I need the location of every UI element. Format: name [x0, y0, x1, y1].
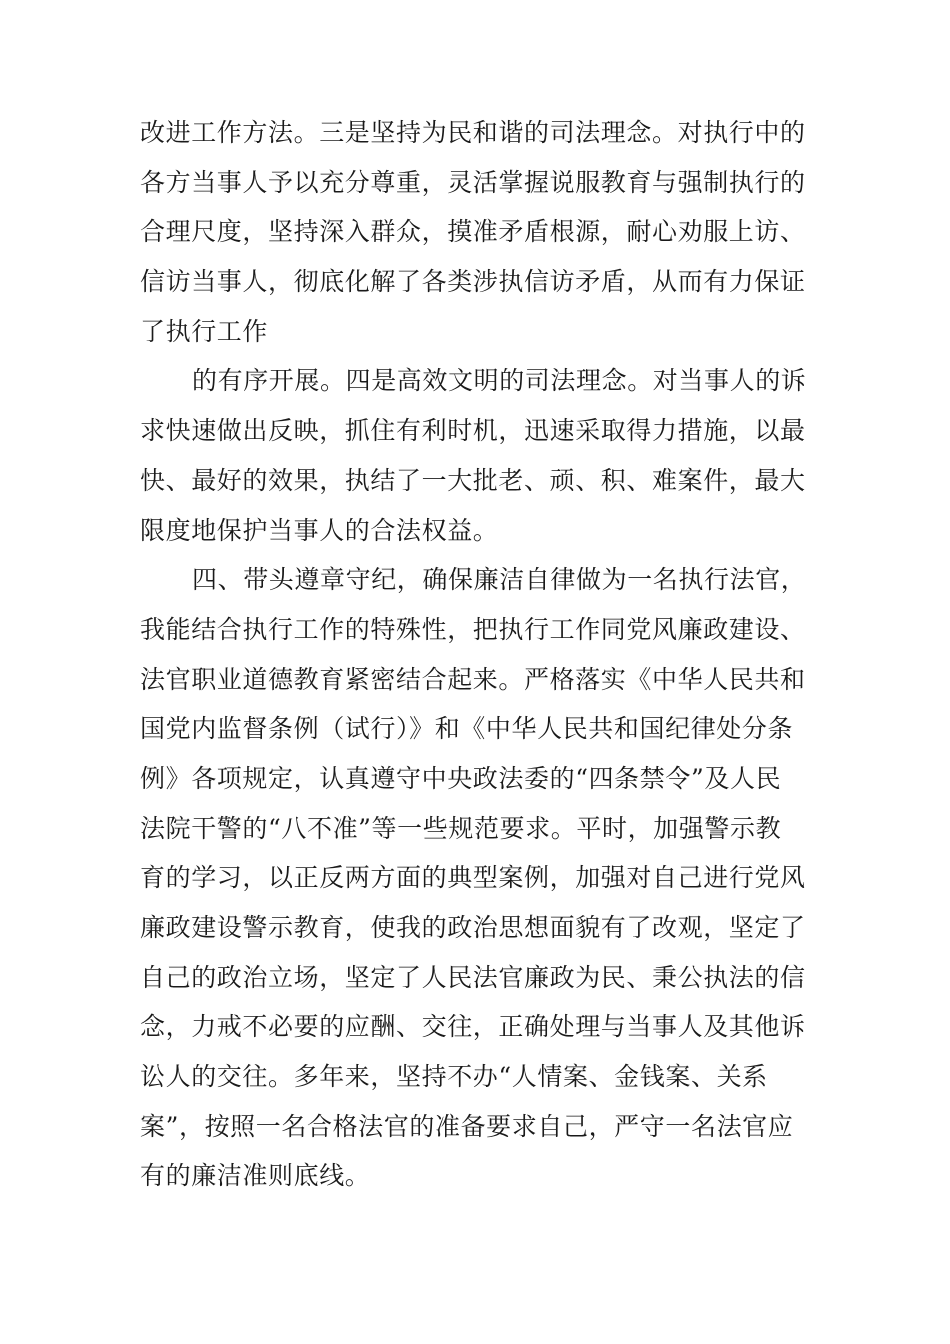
text-line: 法官职业道德教育紧密结合起来。严格落实《中华人民共和: [140, 664, 806, 694]
text-line: 信访当事人，彻底化解了各类涉执信访矛盾，从而有力保证: [140, 267, 806, 297]
text-line: 限度地保护当事人的合法权益。: [140, 515, 499, 545]
text-line: 有的廉洁准则底线。: [140, 1161, 371, 1191]
text-line: 法院干警的“八不准”等一些规范要求。平时，加强警示教: [140, 813, 782, 843]
text-line: 各方当事人予以充分尊重，灵活掌握说服教育与强制执行的: [140, 167, 806, 197]
text-line: 了执行工作: [140, 316, 269, 346]
text-line: 案”，按照一名合格法官的准备要求自己，严守一名法官应: [140, 1111, 794, 1141]
text-line: 快、最好的效果，执结了一大批老、顽、积、难案件，最大: [140, 465, 806, 495]
text-line: 育的学习，以正反两方面的典型案例，加强对自己进行党风: [140, 863, 806, 893]
text-line: 讼人的交往。多年来，坚持不办“人情案、金钱案、关系: [140, 1062, 768, 1092]
text-line: 求快速做出反映，抓住有利时机，迅速采取得力措施，以最: [140, 416, 806, 446]
body-text: [140, 108, 830, 1201]
text-line: 念，力戒不必要的应酬、交往，正确处理与当事人及其他诉: [140, 1012, 806, 1042]
text-line: 我能结合执行工作的特殊性，把执行工作同党风廉政建设、: [140, 614, 806, 644]
text-line: 国党内监督条例（试行）》和《中华人民共和国纪律处分条: [140, 714, 794, 744]
text-line: 自己的政治立场，坚定了人民法官廉政为民、秉公执法的信: [140, 962, 806, 992]
text-line: 四、带头遵章守纪，确保廉洁自律做为一名执行法官，: [192, 565, 807, 595]
text-line: 改进工作方法。三是坚持为民和谐的司法理念。对执行中的: [140, 118, 806, 147]
text-line: 合理尺度，坚持深入群众，摸准矛盾根源，耐心劝服上访、: [140, 217, 806, 247]
text-line: 的有序开展。四是高效文明的司法理念。对当事人的诉: [192, 366, 807, 396]
text-line: 例》各项规定，认真遵守中央政法委的“四条禁令”及人民: [140, 763, 782, 793]
text-line: 廉政建设警示教育，使我的政治思想面貌有了改观，坚定了: [140, 913, 806, 942]
